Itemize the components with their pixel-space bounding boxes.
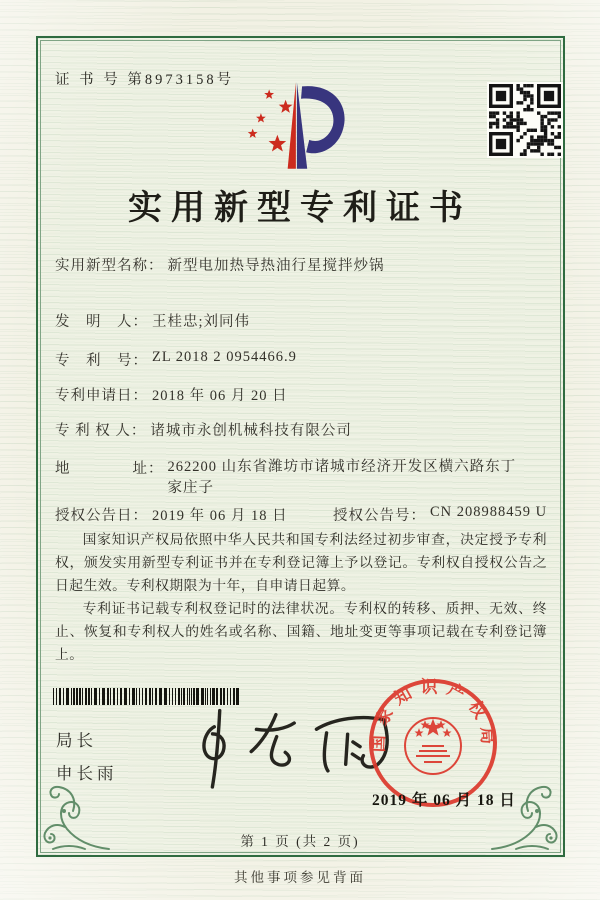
field-label: 专 利 权 人： — [55, 423, 147, 439]
field-row-inventors — [55, 310, 250, 331]
page-number: 第 1 页 (共 2 页) — [240, 834, 360, 849]
field-value: 2019 年 06 月 18 日 — [152, 508, 288, 524]
national-emblem-icon — [405, 718, 461, 774]
svg-text:国家知识产权局 — [369, 678, 498, 753]
certificate-title: 实用新型专利证书 — [128, 190, 472, 227]
field-label: 地 址： — [55, 461, 164, 477]
field-row-patent-number — [55, 349, 297, 370]
legal-paragraph-1: 国家知识产权局依照中华人民共和国专利法经过初步审查，决定授予专利权，颁发实用新型专利证书并在专利登记簿上予以登记。专利权自授权公告之日起生效。专利权期限为十年，自申请日起算。 — [55, 532, 547, 593]
field-label: 授权公告号： — [333, 508, 426, 524]
field-label: 专 利 号： — [55, 353, 148, 369]
field-value: 262200 山东省潍坊市诸城市经济开发区横六路东丁家庄子 — [167, 459, 517, 496]
seal-date: 2019 年 06 月 18 日 — [372, 792, 516, 809]
commissioner-name: 申长雨 — [56, 764, 118, 783]
seal-org-text: 国家知识产权局 — [368, 677, 498, 753]
field-row-name — [55, 254, 385, 275]
qr-code — [487, 82, 563, 158]
field-value: ZL 2018 2 0954466.9 — [152, 349, 297, 365]
field-label: 发 明 人： — [55, 314, 148, 330]
legal-text — [55, 528, 547, 666]
field-value: CN 208988459 U — [430, 504, 548, 520]
field-row-grant-number — [333, 504, 547, 525]
legal-paragraph-2: 专利证书记载专利权登记时的法律状况。专利权的转移、质押、无效、终止、恢复和专利权人的姓名或名称、国籍、地址变更等事项记载在专利登记簿上。 — [55, 601, 547, 662]
field-row-patentee — [55, 419, 352, 440]
field-value: 2018 年 06 月 20 日 — [152, 388, 288, 404]
commissioner-block — [56, 724, 118, 790]
commissioner-title: 局长 — [56, 731, 97, 750]
field-row-address — [55, 457, 524, 499]
certificate-number: 证 书 号 第8973158号 — [55, 72, 235, 88]
field-label: 授权公告日： — [55, 508, 148, 524]
field-label: 专利申请日： — [55, 388, 148, 404]
field-label: 实用新型名称： — [55, 258, 164, 274]
back-side-note: 其他事项参见背面 — [234, 870, 366, 885]
field-value: 新型电加热导热油行星搅拌炒锅 — [167, 258, 385, 274]
cnipa-logo-icon — [228, 76, 372, 174]
field-row-grant-date — [55, 504, 288, 525]
field-value: 王桂忠;刘同伟 — [152, 314, 251, 330]
field-value: 诸城市永创机械科技有限公司 — [150, 423, 352, 439]
field-row-filing-date — [55, 384, 288, 405]
